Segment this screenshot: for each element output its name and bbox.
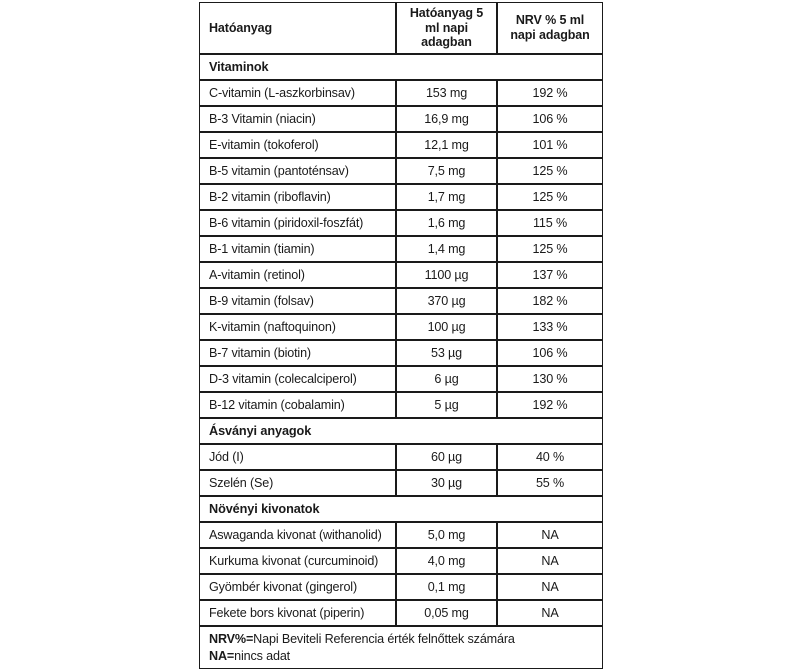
substance-amount: 1,7 mg [396,184,497,210]
table-row [199,392,603,418]
section-header-row [199,418,603,444]
substance-amount: 5,0 mg [396,522,497,548]
substance-name: D-3 vitamin (colecalciperol) [199,366,396,392]
substance-amount: 53 µg [396,340,497,366]
substance-name: B-3 Vitamin (niacin) [199,106,396,132]
table-row [199,522,603,548]
substance-nrv: 106 % [497,340,603,366]
substance-nrv: 125 % [497,184,603,210]
substance-nrv: 133 % [497,314,603,340]
substance-amount: 370 µg [396,288,497,314]
table-row [199,184,603,210]
table-row [199,574,603,600]
section-title: Ásványi anyagok [199,418,603,444]
substance-name: Fekete bors kivonat (piperin) [199,600,396,626]
substance-nrv: NA [497,600,603,626]
substance-amount: 100 µg [396,314,497,340]
footnote-row [199,626,603,669]
column-header-nrv: NRV % 5 ml napi adagban [497,2,603,54]
substance-name: B-12 vitamin (cobalamin) [199,392,396,418]
substance-name: Kurkuma kivonat (curcuminoid) [199,548,396,574]
substance-nrv: 192 % [497,392,603,418]
substance-amount: 6 µg [396,366,497,392]
section-title: Vitaminok [199,54,603,80]
substance-amount: 5 µg [396,392,497,418]
substance-nrv: 137 % [497,262,603,288]
substance-amount: 1100 µg [396,262,497,288]
footnote-value-na: nincs adat [234,648,291,663]
footnote-value-nrv: Napi Beviteli Referencia érték felnőttek számára [253,632,515,646]
substance-nrv: NA [497,574,603,600]
substance-nrv: NA [497,548,603,574]
substance-amount: 1,6 mg [396,210,497,236]
substance-name: B-6 vitamin (piridoxil-foszfát) [199,210,396,236]
table-row [199,548,603,574]
footnote-line-nrv [209,631,593,648]
nutrition-facts-table [199,2,603,669]
substance-name: B-2 vitamin (riboflavin) [199,184,396,210]
substance-name: Jód (I) [199,444,396,470]
header-row [199,2,603,54]
substance-name: B-5 vitamin (pantoténsav) [199,158,396,184]
substance-nrv: 125 % [497,158,603,184]
substance-name: B-7 vitamin (biotin) [199,340,396,366]
section-title: Növényi kivonatok [199,496,603,522]
table-row [199,444,603,470]
substance-name: Szelén (Se) [199,470,396,496]
substance-amount: 60 µg [396,444,497,470]
table-row [199,158,603,184]
substance-amount: 7,5 mg [396,158,497,184]
column-header-amount: Hatóanyag 5 ml napi adagban [396,2,497,54]
table-row [199,236,603,262]
column-header-substance: Hatóanyag [199,2,396,54]
table-row [199,340,603,366]
table-row [199,262,603,288]
substance-amount: 153 mg [396,80,497,106]
substance-nrv: 55 % [497,470,603,496]
table-body [199,54,603,669]
table-row [199,106,603,132]
section-header-row [199,496,603,522]
substance-amount: 30 µg [396,470,497,496]
substance-name: K-vitamin (naftoquinon) [199,314,396,340]
substance-name: Gyömbér kivonat (gingerol) [199,574,396,600]
footnote-text [199,626,603,669]
substance-amount: 12,1 mg [396,132,497,158]
substance-name: B-1 vitamin (tiamin) [199,236,396,262]
substance-nrv: 101 % [497,132,603,158]
table-header [199,2,603,54]
table-row [199,470,603,496]
table-row [199,314,603,340]
substance-nrv: 192 % [497,80,603,106]
substance-nrv: 130 % [497,366,603,392]
substance-amount: 1,4 mg [396,236,497,262]
footnote-line-na [209,648,593,665]
substance-nrv: NA [497,522,603,548]
table-row [199,80,603,106]
substance-name: C-vitamin (L-aszkorbinsav) [199,80,396,106]
table-row [199,600,603,626]
substance-amount: 4,0 mg [396,548,497,574]
substance-nrv: 182 % [497,288,603,314]
footnote-key-nrv: NRV%= [209,632,254,646]
substance-name: Aswaganda kivonat (withanolid) [199,522,396,548]
section-header-row [199,54,603,80]
footnote-key-na: NA= [209,648,235,663]
substance-nrv: 106 % [497,106,603,132]
table-row [199,132,603,158]
substance-nrv: 40 % [497,444,603,470]
substance-amount: 16,9 mg [396,106,497,132]
substance-amount: 0,05 mg [396,600,497,626]
substance-nrv: 125 % [497,236,603,262]
table-row [199,366,603,392]
substance-amount: 0,1 mg [396,574,497,600]
substance-nrv: 115 % [497,210,603,236]
table-row [199,210,603,236]
table-row [199,288,603,314]
substance-name: B-9 vitamin (folsav) [199,288,396,314]
nutrition-table-container [199,2,603,669]
substance-name: E-vitamin (tokoferol) [199,132,396,158]
substance-name: A-vitamin (retinol) [199,262,396,288]
